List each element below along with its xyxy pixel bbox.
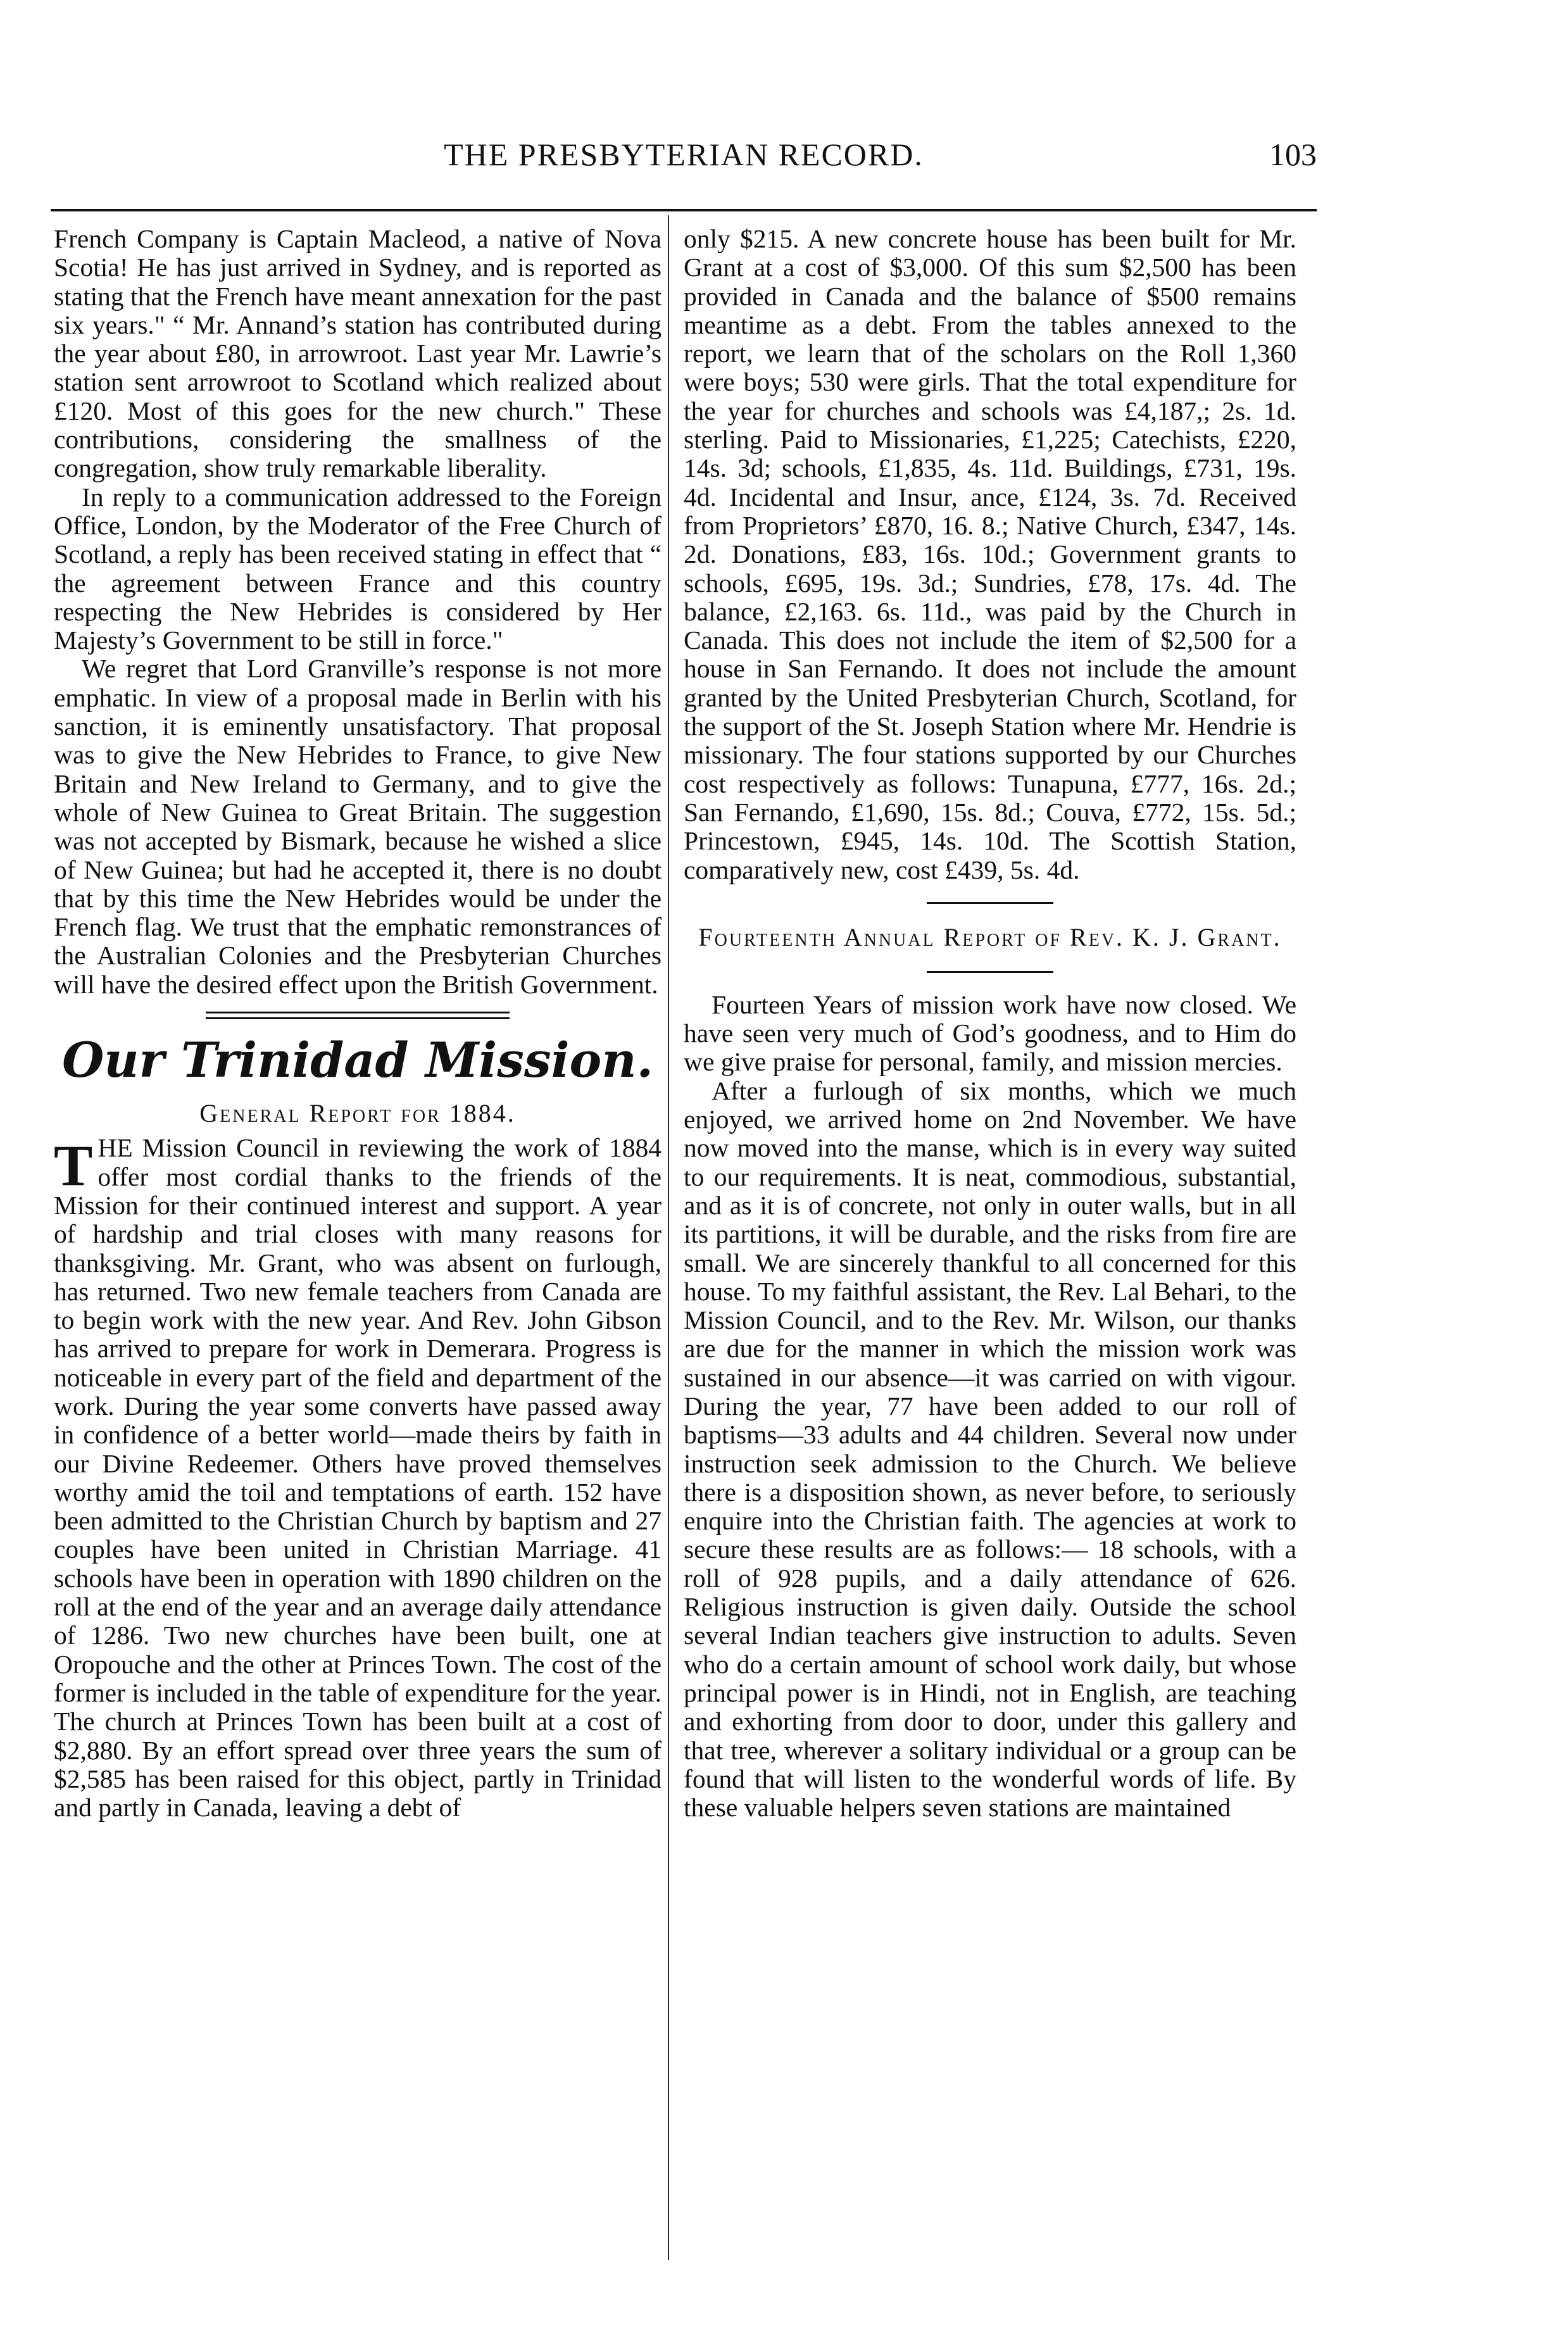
paragraph: French Company is Captain Macleod, a native of Nova Scotia! He has just arrived in Sydney, and is reported as stating that the French have meant annexation for the past six years." “ Mr. Annand’s station has contributed during the year about £80, in arrowroot. Last year Mr. Lawrie’s station sent arrowroot to Scotland which realized about £120. Most of this goes for the new church." These contributions, considering the smallness of the congregation, show truly remarkable liberality. bbox=[54, 224, 662, 483]
drop-cap: T bbox=[54, 1133, 93, 1198]
subheading: Fourteenth Annual Report of Rev. K. J. Grant. bbox=[698, 922, 1282, 951]
page-header bbox=[51, 130, 1317, 199]
paragraph: Fourteen Years of mission work have now closed. We have seen very much of God’s goodness, and to Him do we give praise for personal, family, and mission mercies. bbox=[684, 989, 1296, 1077]
paragraph: We regret that Lord Granville’s response is not more emphatic. In view of a proposal made in Berlin with his sanction, it is eminently unsatisfactory. That proposal was to give the New Hebrides to France, to give New Britain and New Ireland to Germany, and to give the whole of New Guinea to Great Britain. The suggestion was not accepted by Bismark, because he wished a slice of New Guinea; but had he accepted it, there is no doubt that by this time the New Hebrides would be under the French flag. We trust that the emphatic remonstrances of the Australian Colonies and the Presbyterian Churches will have the desired effect upon the British Government. bbox=[54, 654, 662, 999]
paragraph: After a furlough of six months, which we much enjoyed, we arrived home on 2nd November. We have now moved into the manse, which is in every way suited to our requirements. It is neat, commodious, substantial, and as it is of concrete, not only in outer walls, but in all its partitions, it will be durable, and the risks from fire are small. We are sincerely thankful to all concerned for this house. To my faithful assistant, the Rev. Lal Behari, to the Mission Council, and to the Rev. Mr. Wilson, our thanks are due for the manner in which the mission work was sustained in our absence—it was carried on with vigour. During the year, 77 have been added to our roll of baptisms—33 adults and 44 children. Several now under instruction seek admission to the Church. We believe there is a disposition shown, as never before, to seriously enquire into the Christian faith. The agencies at work to secure these results are as follows:— 18 schools, with a roll of 928 pupils, and a daily attendance of 626. Religious instruction is given daily. Outside the school several Indian teachers give instruction to adults. Seven who do a certain amount of school work daily, but whose principal power is in Hindi, not in English, are teaching and exhorting from door to door, under this gallery and that tree, wherever a solitary individual or a group can be found that will listen to the wonderful words of life. By these valuable helpers seven stations are maintained bbox=[684, 1076, 1296, 1822]
double-rule bbox=[206, 1012, 510, 1019]
paragraph bbox=[54, 1134, 662, 1822]
subheading: General Report for 1884. bbox=[199, 1099, 516, 1128]
page-number: 103 bbox=[1269, 137, 1317, 172]
running-title: THE PRESBYTERIAN RECORD. bbox=[444, 137, 924, 172]
left-column bbox=[54, 225, 662, 1822]
column-divider bbox=[668, 215, 669, 2260]
right-column bbox=[684, 225, 1296, 1822]
paragraph: In reply to a communication addressed to the Foreign Office, London, by the Moderator of the Free Church of Scotland, a reply has been received stating in effect that “ the agreement between France and this country respecting the New Hebrides is considered by Her Majesty’s Government to be still in force." bbox=[54, 482, 662, 655]
short-rule bbox=[927, 902, 1053, 904]
header-rule bbox=[51, 209, 1317, 211]
short-rule bbox=[927, 971, 1053, 973]
section-title: Our Trinidad Mission. bbox=[62, 1032, 653, 1089]
paragraph: only $215. A new concrete house has been built for Mr. Grant at a cost of $3,000. Of this sum $2,500 has been provided in Canada and the balance of $500 remains meantime as a debt. From the tables annexed to the report, we learn that of the scholars on the Roll 1,360 were boys; 530 were girls. That the total expenditure for the year for churches and schools was £4,187,; 2s. 1d. sterling. Paid to Missionaries, £1,225; Catechists, £220, 14s. 3d; schools, £1,835, 4s. 11d. Buildings, £731, 19s. 4d. Incidental and Insur, ance, £124, 3s. 7d. Received from Proprietors’ £870, 16. 8.; Native Church, £347, 14s. 2d. Donations, £83, 16s. 10d.; Government grants to schools, £695, 19s. 3d.; Sundries, £78, 17s. 4d. The balance, £2,163. 6s. 11d., was paid by the Church in Canada. This does not include the item of $2,500 for a house in San Fernando. It does not include the amount granted by the United Presbyterian Church, Scotland, for the support of the St. Joseph Station where Mr. Hendrie is missionary. The four stations supported by our Churches cost respectively as follows: Tunapuna, £777, 16s. 2d.; San Fernando, £1,690, 15s. 8d.; Couva, £772, 15s. 5d.; Princestown, £945, 14s. 10d. The Scottish Station, comparatively new, cost £439, 5s. 4d. bbox=[684, 224, 1296, 884]
paragraph-text: HE Mission Council in reviewing the work of 1884 offer most cordial thanks to the friends of the Mission for their continued interest and support. A year of hardship and trial closes with many reasons for thanksgiving. Mr. Grant, who was absent on furlough, has returned. Two new female teachers from Canada are to begin work with the new year. And Rev. John Gibson has arrived to prepare for work in Demerara. Progress is noticeable in every part of the field and department of the work. During the year some converts have passed away in confidence of a better world—made theirs by faith in our Divine Redeemer. Others have proved themselves worthy amid the toil and temptations of earth. 152 have been admitted to the Christian Church by baptism and 27 couples have been united in Christian Marriage. 41 schools have been in operation with 1890 children on the roll at the end of the year and an average daily attendance of 1286. Two new churches have been built, one at Oropouche and the other at Princes Town. The cost of the former is included in the table of expenditure for the year. The church at Princes Town has been built at a cost of $2,880. By an effort spread over three years the sum of $2,585 has been raised for this object, partly in Trinidad and partly in Canada, leaving a debt of bbox=[54, 1133, 662, 1822]
